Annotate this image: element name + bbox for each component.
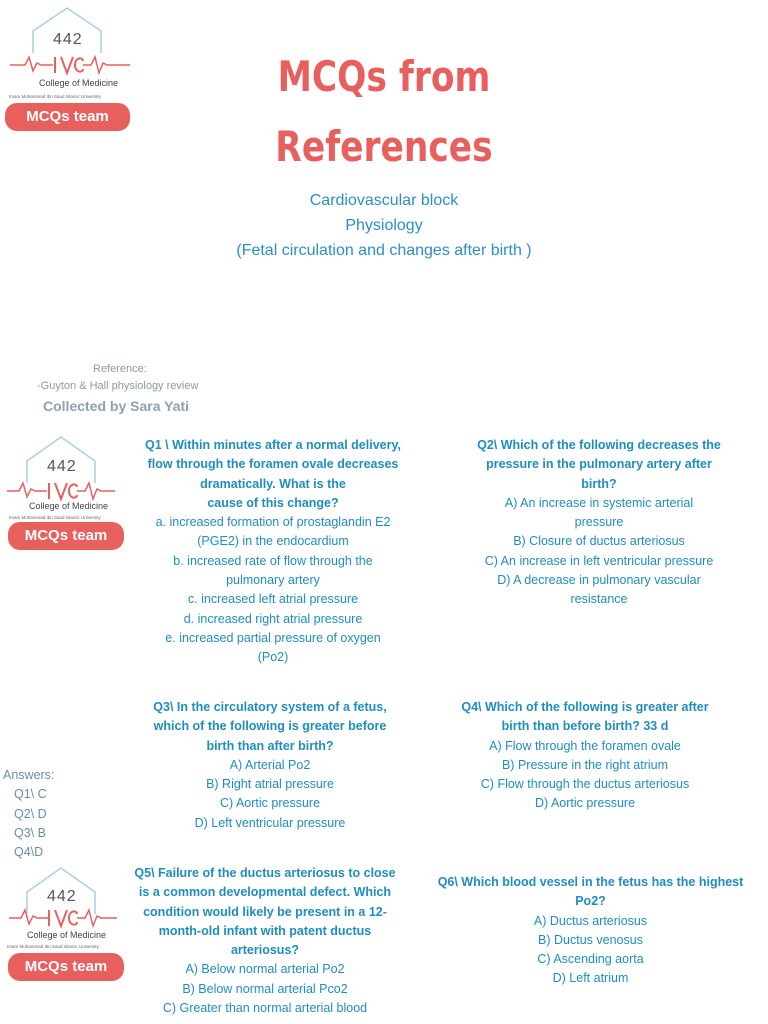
option: resistance <box>570 592 628 607</box>
subtitle-topic: (Fetal circulation and changes after birth ) <box>236 242 532 259</box>
option: C) Flow through the ductus arteriosus <box>480 777 690 792</box>
mcqs-team-badge: MCQs team <box>8 953 124 981</box>
option: D) Left atrium <box>552 971 629 986</box>
option: C) Ascending aorta <box>537 952 644 967</box>
option: c. increased left atrial pressure <box>187 592 359 607</box>
option: A) Flow through the foramen ovale <box>489 738 681 753</box>
question-4: Q4\ Which of the following is greater after birth than before birth? 33 d A) Flow through the foramen ovale B) Pressure in the right atrium C) Flow through the ductus arteriosus D) Aortic pressure <box>435 698 735 814</box>
answers-block <box>3 766 54 862</box>
question-5: Q5\ Failure of the ductus arteriosus to close is a common developmental defect. Which condition would likely be present in a 12- month-old infant with patent ductus arteriosus? A) Below normal arterial Po2 B) Below normal arterial Pco2 C) Greater than normal arterial blood <box>115 864 415 1018</box>
question-6: Q6\ Which blood vessel in the fetus has the highest Po2? A) Ductus arteriosus B) Ductus venosus C) Ascending aorta D) Left atrium <box>418 873 763 989</box>
subtitle-block: Cardiovascular block <box>309 192 459 209</box>
logo-number: 442 <box>47 888 77 905</box>
logo-number: 442 <box>53 31 83 48</box>
reference-source: -Guyton & Hall physiology review <box>37 380 199 392</box>
option: D) Aortic pressure <box>534 796 636 811</box>
answer-item: Q3\ B <box>14 825 46 840</box>
option: A) Arterial Po2 <box>229 757 311 772</box>
logo-college: College of Medicine <box>27 930 107 940</box>
reference-label: Reference: <box>93 363 147 375</box>
option: D) A decrease in pulmonary vascular <box>497 573 701 588</box>
question-1: Q1 \ Within minutes after a normal delivery, flow through the foramen ovale decreases dramatically. What is the cause of this change? a. increased formation of prostaglandin E2 (PGE2) in the endocardium b. increased rate of flow through the pulmonary artery c. increased left atrial pressure d. increased right atrial pressure e. increased partial pressure of oxygen (Po2) <box>115 436 431 668</box>
option: B) Below normal arterial Pco2 <box>182 981 348 996</box>
option: C) An increase in left ventricular pressure <box>484 553 714 568</box>
logo-college: College of Medicine <box>39 78 119 88</box>
answer-item: Q4\D <box>14 845 44 860</box>
option: A) Below normal arterial Po2 <box>185 962 345 977</box>
mcqs-team-badge: MCQs team <box>8 522 124 550</box>
logo-university: Imam Mohammad Ibn Saud Islamic University <box>9 515 101 520</box>
option: (Po2) <box>257 650 289 665</box>
mcqs-team-badge: MCQs team <box>5 103 130 131</box>
option: (PGE2) in the endocardium <box>197 534 349 549</box>
question-2: Q2\ Which of the following decreases the pressure in the pulmonary artery after birth? A) An increase in systemic arterial pressure B) Closure of ductus arteriosus C) An increase in left ventricular pressure D) A decrease in pulmonary vascular resistance <box>449 436 749 610</box>
option: D) Left ventricular pressure <box>194 815 346 830</box>
collected-by: Collected by Sara Yati <box>43 398 190 414</box>
option: pressure <box>574 515 624 530</box>
option: d. increased right atrial pressure <box>183 611 363 626</box>
option: b. increased rate of flow through the <box>173 553 373 568</box>
option: pulmonary artery <box>226 573 320 588</box>
page-title-line2: References <box>275 122 493 171</box>
option: A) An increase in systemic arterial <box>504 495 694 510</box>
page-title-line1: MCQs from <box>277 52 491 101</box>
option: A) Ductus arteriosus <box>533 913 648 928</box>
answer-item: Q1\ C <box>14 787 47 802</box>
subtitle-subject: Physiology <box>345 217 423 234</box>
option: B) Pressure in the right atrium <box>501 757 669 772</box>
logo-number: 442 <box>47 458 77 475</box>
option: B) Right atrial pressure <box>206 777 334 792</box>
logo-college: College of Medicine <box>29 501 109 511</box>
answer-item: Q2\ D <box>14 806 47 821</box>
logo-university: Imam Mohammad Ibn Saud Islamic University <box>7 944 99 949</box>
option: C) Greater than normal arterial blood <box>162 1001 368 1016</box>
option: a. increased formation of prostaglandin E2 <box>155 515 391 530</box>
option: C) Aortic pressure <box>219 796 321 811</box>
option: e. increased partial pressure of oxygen <box>165 630 381 645</box>
logo-university: Imam Mohammad Ibn Saud Islamic University <box>9 94 101 99</box>
option: B) Ductus venosus <box>538 932 643 947</box>
answers-label: Answers: <box>3 768 55 782</box>
option: B) Closure of ductus arteriosus <box>513 534 685 549</box>
question-3: Q3\ In the circulatory system of a fetus, which of the following is greater before birth than after birth? A) Arterial Po2 B) Right atrial pressure C) Aortic pressure D) Left ventricular pressure <box>120 698 420 833</box>
